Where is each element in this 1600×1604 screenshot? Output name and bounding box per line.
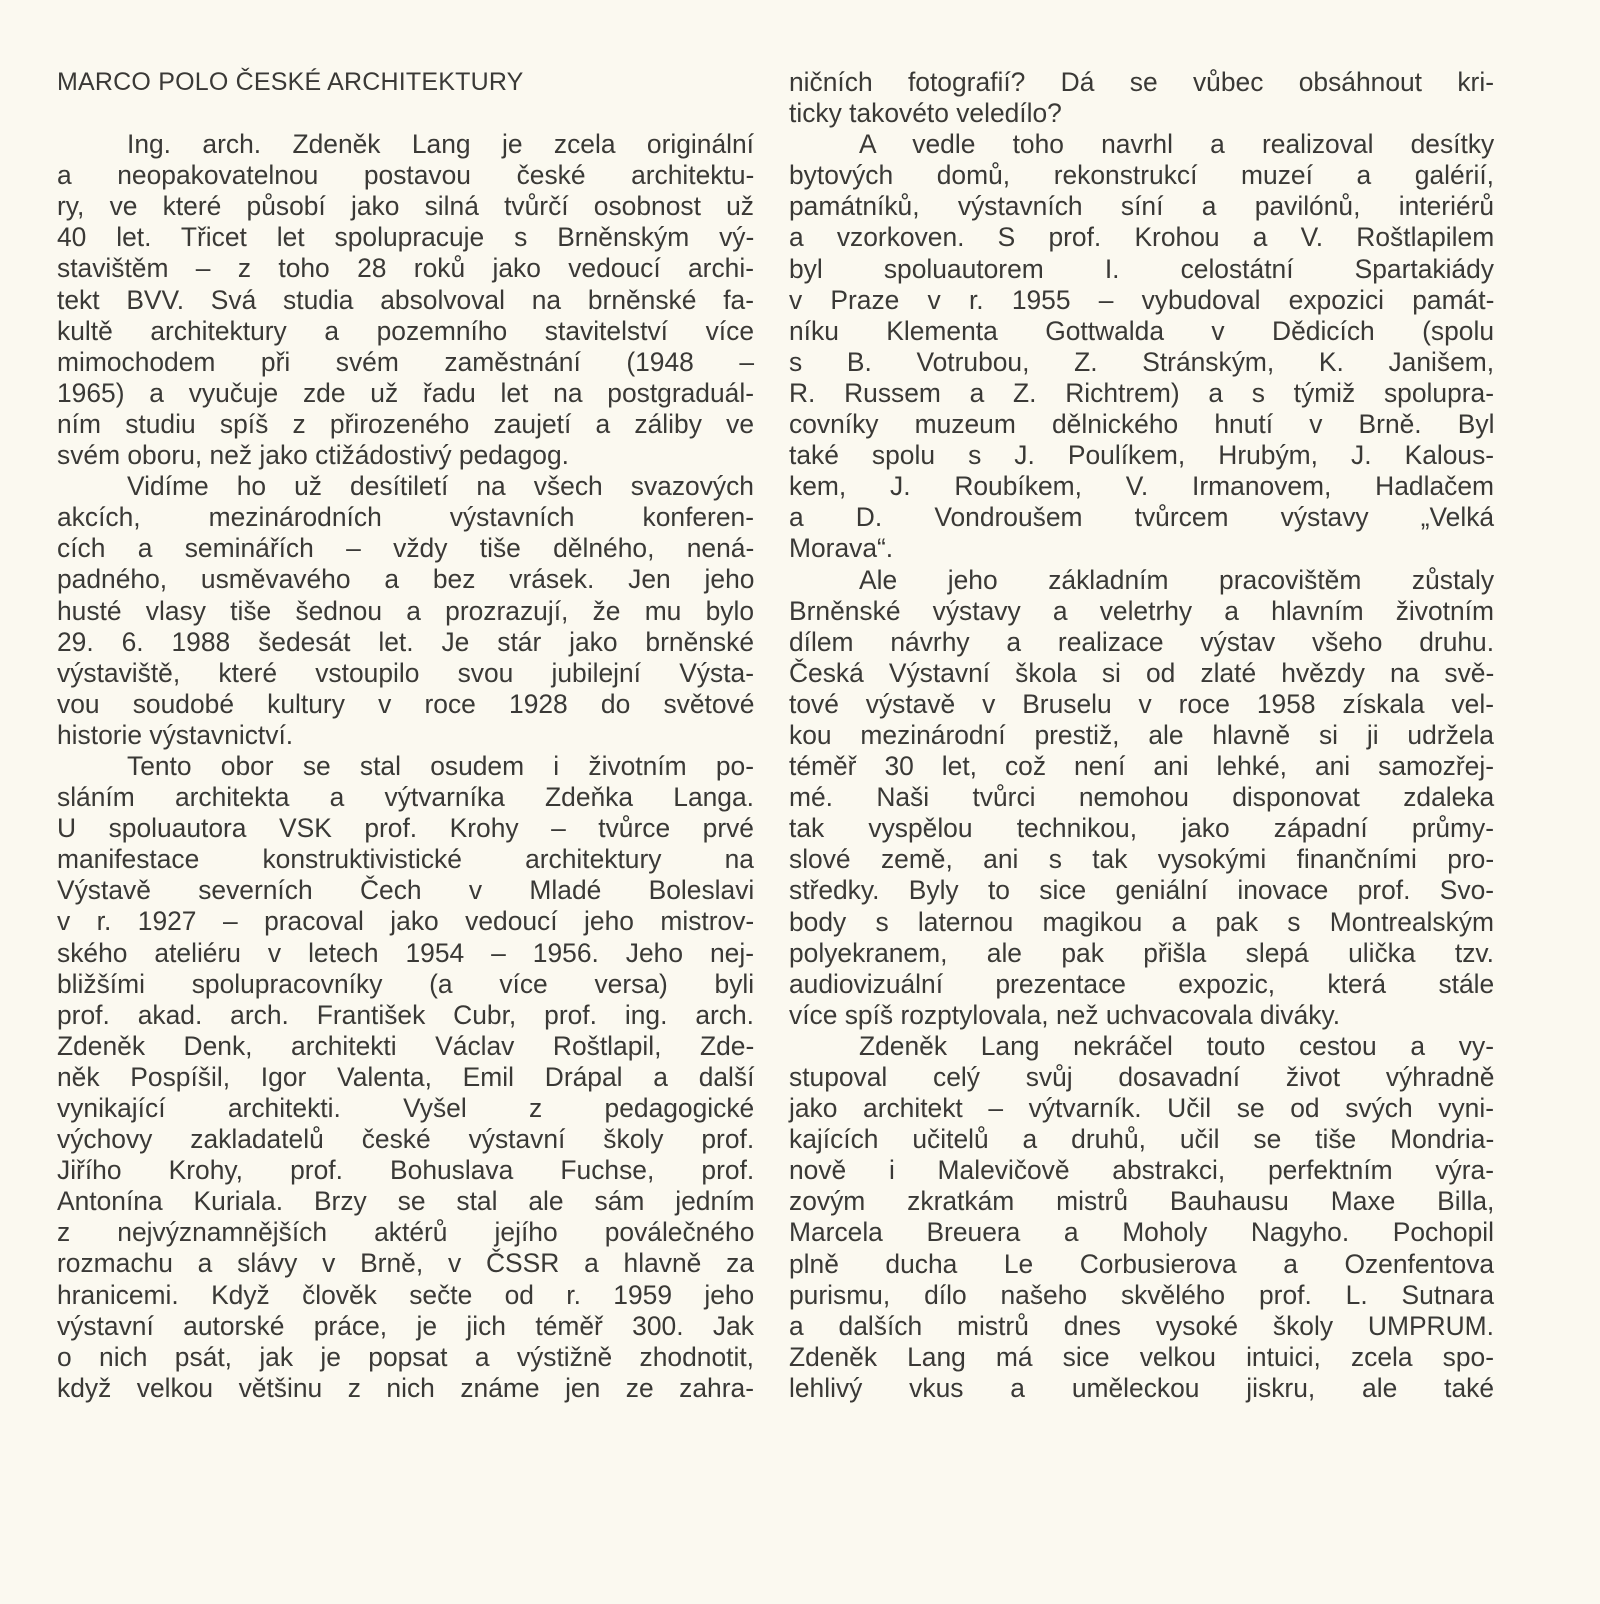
text-line: kultě architektury a pozemního stavitelství více <box>57 315 754 346</box>
text-line: sláním architekta a výtvarníka Zdeňka Langa. <box>57 782 754 813</box>
text-line: Marcela Breuera a Moholy Nagyho. Pochopil <box>789 1217 1494 1248</box>
text-line: středky. Byly to sice geniální inovace prof. Svo- <box>789 875 1495 906</box>
text-line: kem, J. Roubíkem, V. Irmanovem, Hadlačem <box>789 471 1494 502</box>
text-line: stupoval celý svůj dosavadní život výhradně <box>789 1062 1495 1092</box>
text-line: Zdeněk Lang nekráčel touto cestou a vy- <box>859 1030 1494 1061</box>
text-line: z nejvýznamnějších aktérů jejího poválečného <box>57 1217 755 1248</box>
text-line: prof. akad. arch. František Cubr, prof. ing. arch. <box>57 999 754 1030</box>
text-line: ticky takovéto veledílo? <box>789 98 1062 129</box>
text-line: husté vlasy tiše šednou a prozrazují, že mu bylo <box>57 595 754 626</box>
text-line: purismu, dílo našeho skvělého prof. L. Sutnara <box>789 1279 1494 1310</box>
text-line: dílem návrhy a realizace výstav všeho druhu. <box>789 626 1495 657</box>
text-line: Morava“. <box>789 533 894 564</box>
text-line: ry, ve které působí jako silná tvůrčí osobnost už <box>57 191 754 222</box>
text-line: níku Klementa Gottwalda v Dědicích (spolu <box>789 315 1494 346</box>
text-line: ského ateliéru v letech 1954 – 1956. Jeho nej- <box>57 937 754 968</box>
text-line: mimochodem při svém zaměstnání (1948 – <box>57 346 755 377</box>
text-line: Zdeněk Denk, architekti Václav Roštlapil, Zde- <box>57 1030 755 1061</box>
text-line: tekt BVV. Svá studia absolvoval na brněnské fa- <box>57 284 754 315</box>
text-line: historie výstavnictví. <box>57 719 294 750</box>
text-line: plně ducha Le Corbusierova a Ozenfentova <box>789 1248 1495 1279</box>
text-line: Ale jeho základním pracovištěm zůstaly <box>859 564 1495 595</box>
text-line: s B. Votrubou, Z. Stránským, K. Janišem, <box>789 346 1495 377</box>
text-line: ním studiu spíš z přirozeného zaujetí a záliby ve <box>57 408 754 439</box>
text-line: lehlivý vkus a uměleckou jiskru, ale také <box>789 1372 1494 1403</box>
article-title: MARCO POLO ČESKÉ ARCHITEKTURY <box>57 68 524 96</box>
text-line: něk Pospíšil, Igor Valenta, Emil Drápal a další <box>57 1061 755 1092</box>
text-line: Vidíme ho už desítiletí na všech svazových <box>127 471 754 502</box>
text-line: výstavní autorské práce, je jich téměř 300. Jak <box>57 1310 754 1341</box>
text-line: výstaviště, které vstoupilo svou jubilejní Výsta- <box>57 657 754 688</box>
text-line: body s laternou magikou a pak s Montrealským <box>789 906 1494 937</box>
text-line: vou soudobé kultury v roce 1928 do světové <box>57 688 755 719</box>
text-line: v Praze v r. 1955 – vybudoval expozici památ- <box>789 284 1495 315</box>
text-line: výchovy zakladatelů české výstavní školy prof. <box>57 1124 755 1155</box>
text-line: a vzorkoven. S prof. Krohou a V. Roštlapilem <box>789 222 1495 253</box>
text-line: Česká Výstavní škola si od zlaté hvězdy na svě- <box>789 657 1495 688</box>
text-line: padného, usměvavého a bez vrásek. Jen jeho <box>57 564 755 595</box>
left-column-text <box>57 129 754 1404</box>
text-line: kou mezinárodní prestiž, ale hlavně si ji udržela <box>789 719 1494 750</box>
text-line: U spoluautora VSK prof. Krohy – tvůrce prvé <box>57 813 754 844</box>
text-line: a neopakovatelnou postavou české architektu- <box>57 160 755 191</box>
text-line: A vedle toho navrhl a realizoval desítky <box>859 129 1495 160</box>
text-line: Antonína Kuriala. Brzy se stal ale sám jedním <box>57 1186 755 1217</box>
text-line: o nich psát, jak je popsat a výstižně zhodnotit, <box>57 1341 754 1372</box>
text-line: rozmachu a slávy v Brně, v ČSSR a hlavně za <box>57 1248 754 1279</box>
text-line: tové výstavě v Bruselu v roce 1958 získala vel- <box>789 688 1494 719</box>
text-line: stavištěm – z toho 28 roků jako vedoucí archi- <box>57 253 754 284</box>
text-line: Jiřího Krohy, prof. Bohuslava Fuchse, prof. <box>57 1155 755 1186</box>
text-line: a dalších mistrů dnes vysoké školy UMPRUM. <box>789 1310 1494 1341</box>
text-line: hranicemi. Když člověk sečte od r. 1959 jeho <box>57 1279 755 1310</box>
text-line: covníky muzeum dělnického hnutí v Brně. Byl <box>789 409 1495 440</box>
right-column <box>789 67 1494 1404</box>
text-line: a D. Vondroušem tvůrcem výstavy „Velká <box>789 502 1495 533</box>
text-line: v r. 1927 – pracoval jako vedoucí jeho mistrov- <box>57 906 755 937</box>
text-line: tak vyspělou technikou, jako západní průmy- <box>789 813 1494 844</box>
text-line: polyekranem, ale pak přišla slepá ulička tzv. <box>789 937 1494 968</box>
text-line: také spolu s J. Poulíkem, Hrubým, J. Kalous- <box>789 440 1495 471</box>
text-line: když velkou většinu z nich známe jen ze zahra- <box>57 1372 754 1403</box>
right-column-text <box>789 67 1494 1404</box>
left-column <box>57 67 754 1404</box>
text-line: 1965) a vyučuje zde už řadu let na postgraduál- <box>57 377 754 408</box>
text-line: Ing. arch. Zdeněk Lang je zcela originální <box>127 129 754 160</box>
text-line: kajících učitelů a druhů, učil se tiše Mondria- <box>789 1124 1495 1155</box>
text-line: nově i Malevičově abstrakci, perfektním výra- <box>789 1155 1495 1186</box>
text-line: 40 let. Třicet let spolupracuje s Brněnským vý- <box>57 222 755 253</box>
text-line: bližšími spolupracovníky (a více versa) byli <box>57 968 755 999</box>
text-line: R. Russem a Z. Richtrem) a s týmiž spolupra- <box>789 377 1494 408</box>
text-line: více spíš rozptylovala, než uchvacovala diváky. <box>789 999 1341 1030</box>
text-line: cích a seminářích – vždy tiše dělného, nená- <box>57 533 755 564</box>
text-line: zovým zkratkám mistrů Bauhausu Maxe Billa, <box>789 1186 1495 1217</box>
text-line: 29. 6. 1988 šedesát let. Je stár jako brněnské <box>57 626 754 657</box>
text-line: bytových domů, rekonstrukcí muzeí a galérií, <box>789 160 1494 191</box>
text-line: manifestace konstruktivistické architektury na <box>57 844 754 875</box>
text-line: mé. Naši tvůrci nemohou disponovat zdaleka <box>789 782 1495 813</box>
text-line: Výstavě severních Čech v Mladé Boleslavi <box>57 875 755 906</box>
text-line: svém oboru, než jako ctižádostivý pedagog. <box>57 440 569 471</box>
text-line: jako architekt – výtvarník. Učil se od svých vyni- <box>789 1093 1494 1124</box>
text-line: Zdeněk Lang má sice velkou intuici, zcela spo- <box>789 1341 1494 1372</box>
text-line: Brněnské výstavy a veletrhy a hlavním životním <box>789 595 1494 626</box>
text-line: Tento obor se stal osudem i životním po- <box>127 750 754 781</box>
text-line: památníků, výstavních síní a pavilónů, interiérů <box>789 191 1495 222</box>
text-line: akcích, mezinárodních výstavních konferen- <box>57 502 754 533</box>
text-line: byl spoluautorem I. celostátní Spartakiády <box>789 253 1494 284</box>
text-line: slové země, ani s tak vysokými finančními pro- <box>789 844 1495 875</box>
text-line: vynikající architekti. Vyšel z pedagogické <box>57 1093 755 1123</box>
text-line: audiovizuální prezentace expozic, která stále <box>789 968 1495 999</box>
text-line: téměř 30 let, což není ani lehké, ani samozřej- <box>789 751 1494 782</box>
text-line: ničních fotografií? Dá se vůbec obsáhnout kri- <box>789 67 1494 97</box>
